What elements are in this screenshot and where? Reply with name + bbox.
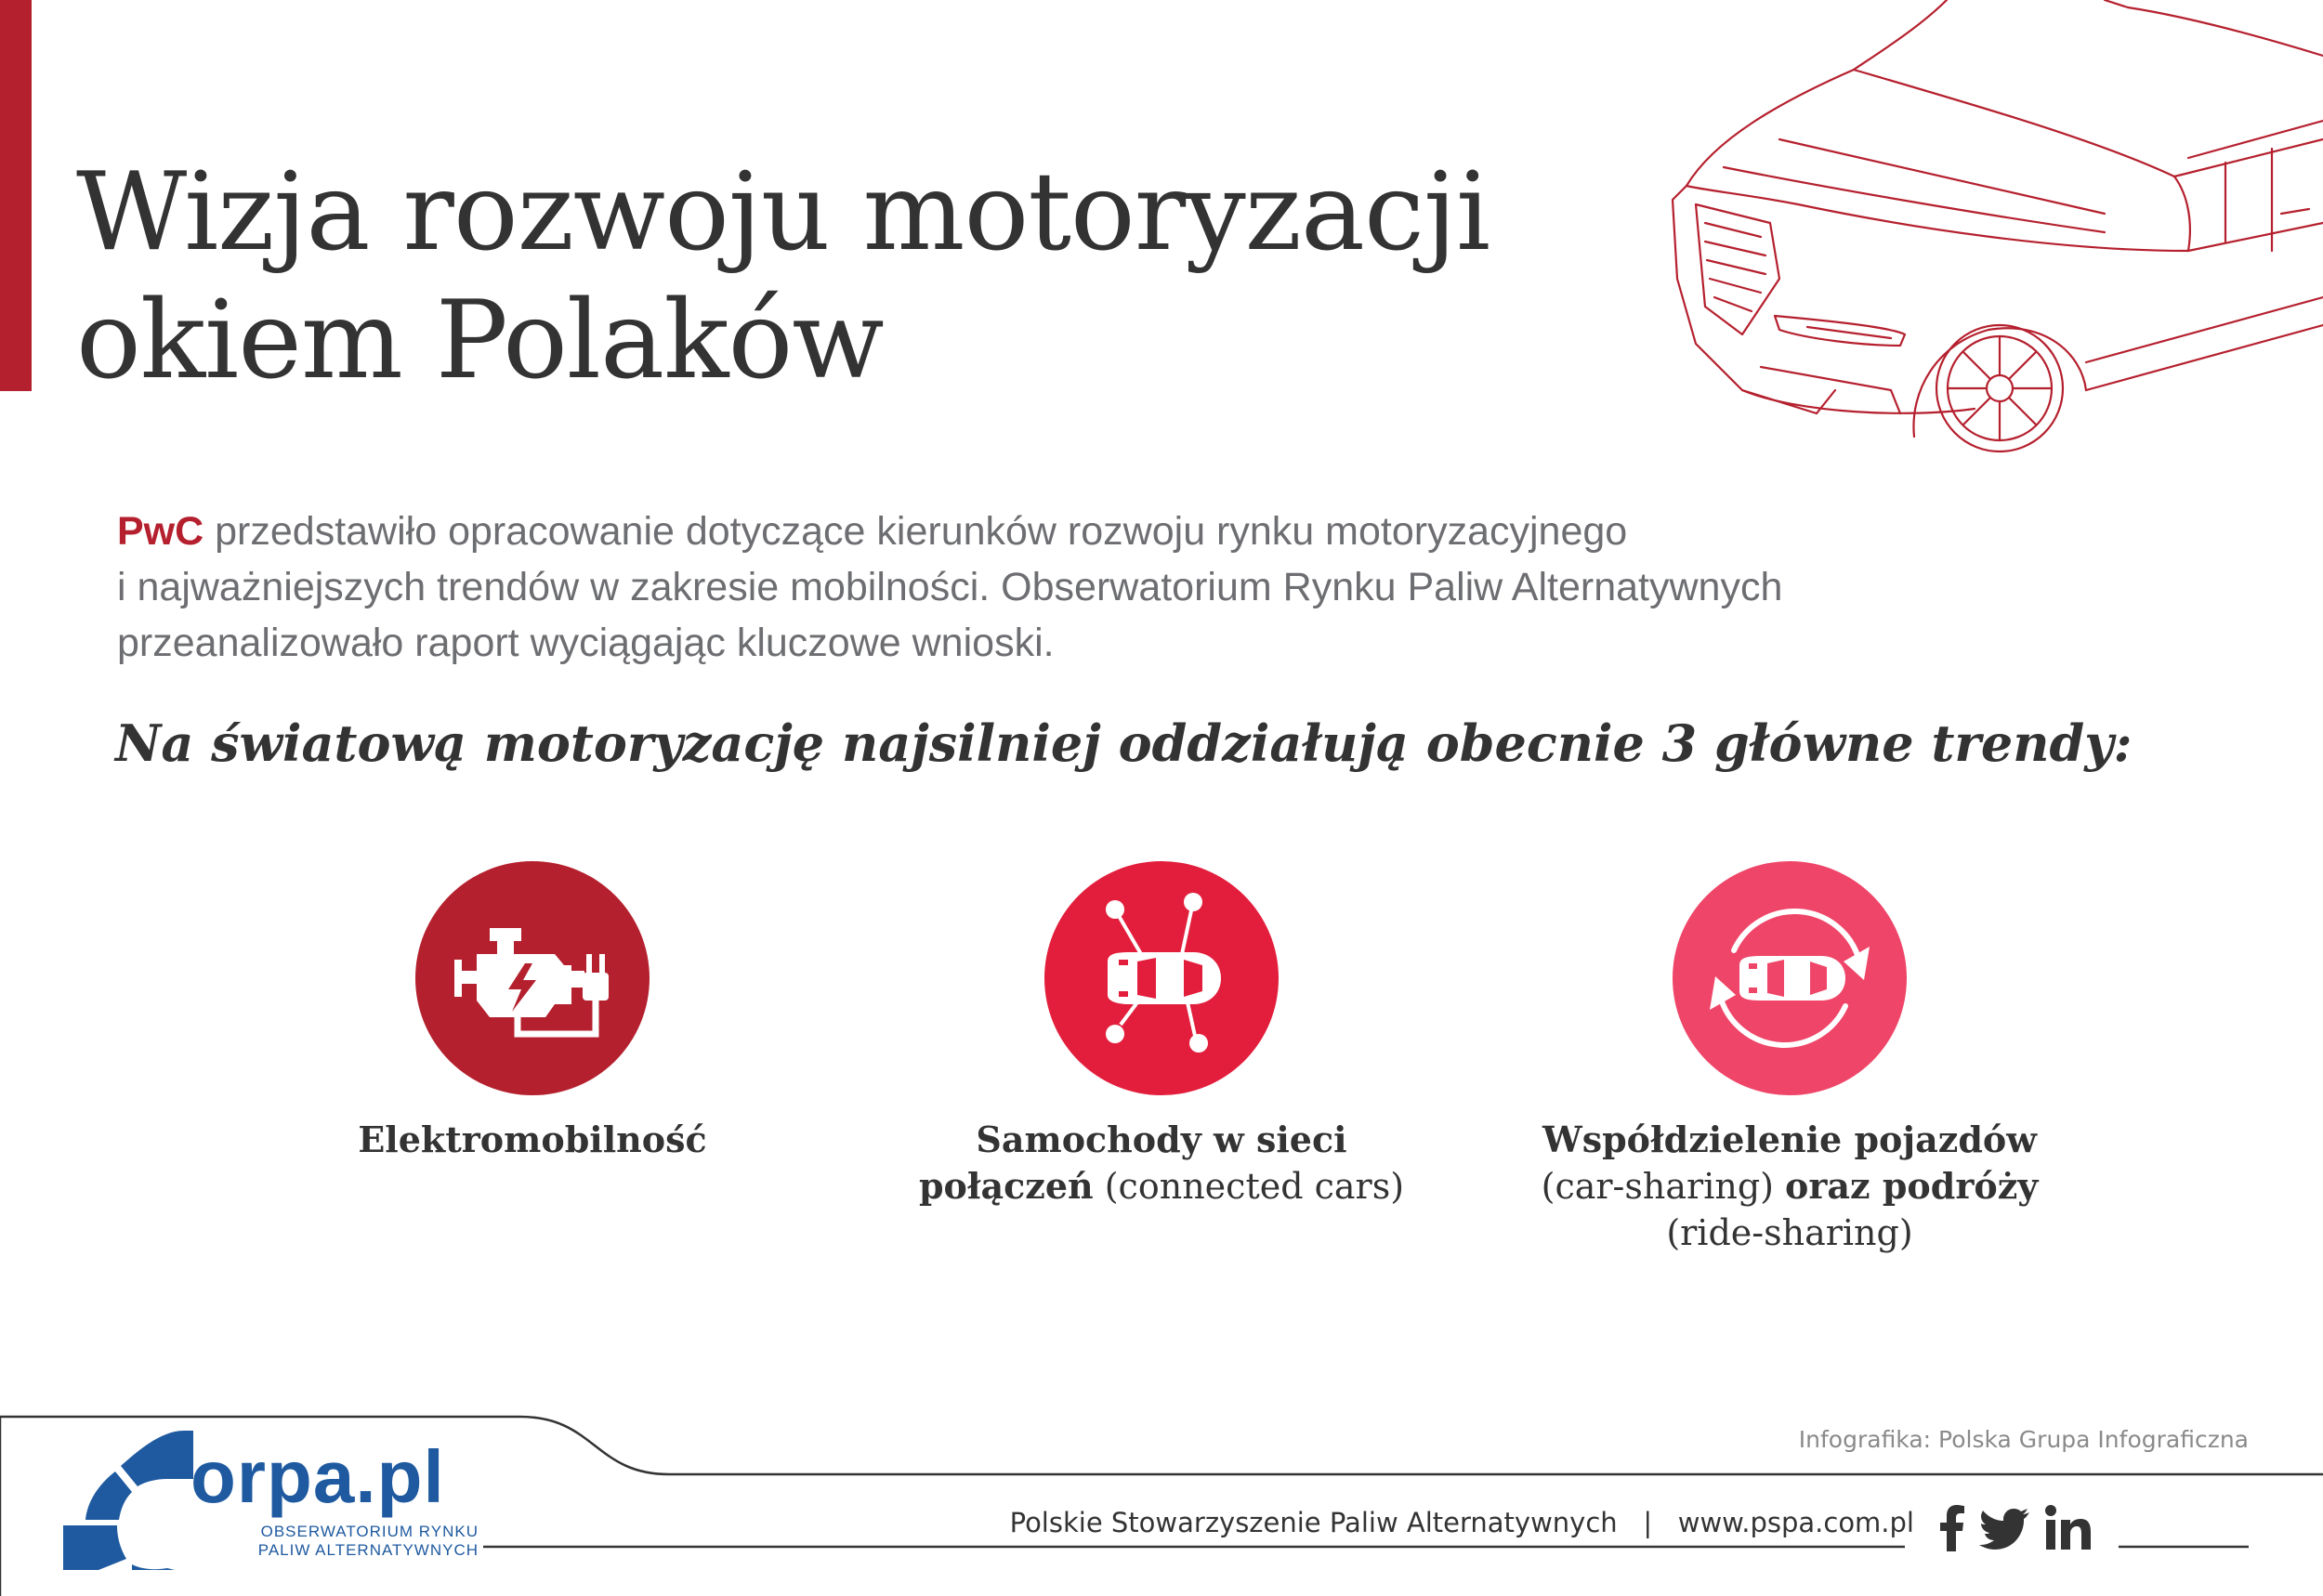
trend2-label-line2-normal: (connected cars) [1093,1166,1405,1207]
orpa-logo-text: orpa.pl [190,1435,445,1518]
trend1-label: Elektromobilność [358,1119,707,1160]
trend2-label-line2-bold: połączeń [918,1165,1094,1207]
intro-line-3: przeanalizowało raport wyciągając kluczowe wnioski. [117,621,1055,665]
twitter-icon[interactable] [1979,1505,2031,1551]
facebook-icon[interactable] [1933,1505,1970,1551]
linkedin-icon[interactable] [2044,1505,2093,1551]
trends-subtitle: Na światową motoryzację najsilniej oddziałują obecnie 3 główne trendy: [115,713,2133,773]
intro-line-2: i najważniejszych trendów w zakresie mobilności. Obserwatorium Rynku Paliw Alternatywnych [117,565,1783,609]
connected-car-icon [1044,861,1279,1095]
orpa-logo-subtitle-1: OBSERWATORIUM RYNKU [260,1523,479,1540]
orpa-logo-subtitle-2: PALIW ALTERNATYWNYCH [257,1541,479,1559]
accent-bar [0,0,32,391]
trend3-label-line2-normal: (car-sharing) [1541,1166,1786,1207]
organization-line: Polskie Stowarzyszenie Paliw Alternatywnych | www.pspa.com.pl [1009,1507,1914,1538]
trend3-label-line1: Współdzielenie pojazdów [1542,1119,2037,1160]
trend-label-sharing [1502,1117,2078,1256]
intro-line-1: przedstawiło opracowanie dotyczące kierunków rozwoju rynku motoryzacyjnego [203,509,1628,554]
car-sharing-icon [1673,861,1907,1095]
intro-paragraph [117,504,2115,671]
car-illustration-icon [1668,0,2323,455]
trend-label-connected-cars [873,1117,1450,1210]
title-line-1: Wizja rozwoju motoryzacji [76,150,1490,275]
title-line-2: okiem Polaków [76,278,884,403]
page-title [76,149,1490,405]
trend2-label-line1: Samochody w sieci [976,1119,1347,1160]
trend-label-electromobility [244,1117,820,1163]
trend3-label-line2-bold: oraz podróży [1785,1165,2039,1207]
trend3-label-line3: (ride-sharing) [1666,1212,1913,1253]
infographic-credit: Infografika: Polska Grupa Infograficzna [1798,1426,2249,1453]
orpa-logo-icon [63,1431,204,1570]
intro-brand: PwC [117,509,204,554]
engine-plug-icon [415,861,650,1095]
